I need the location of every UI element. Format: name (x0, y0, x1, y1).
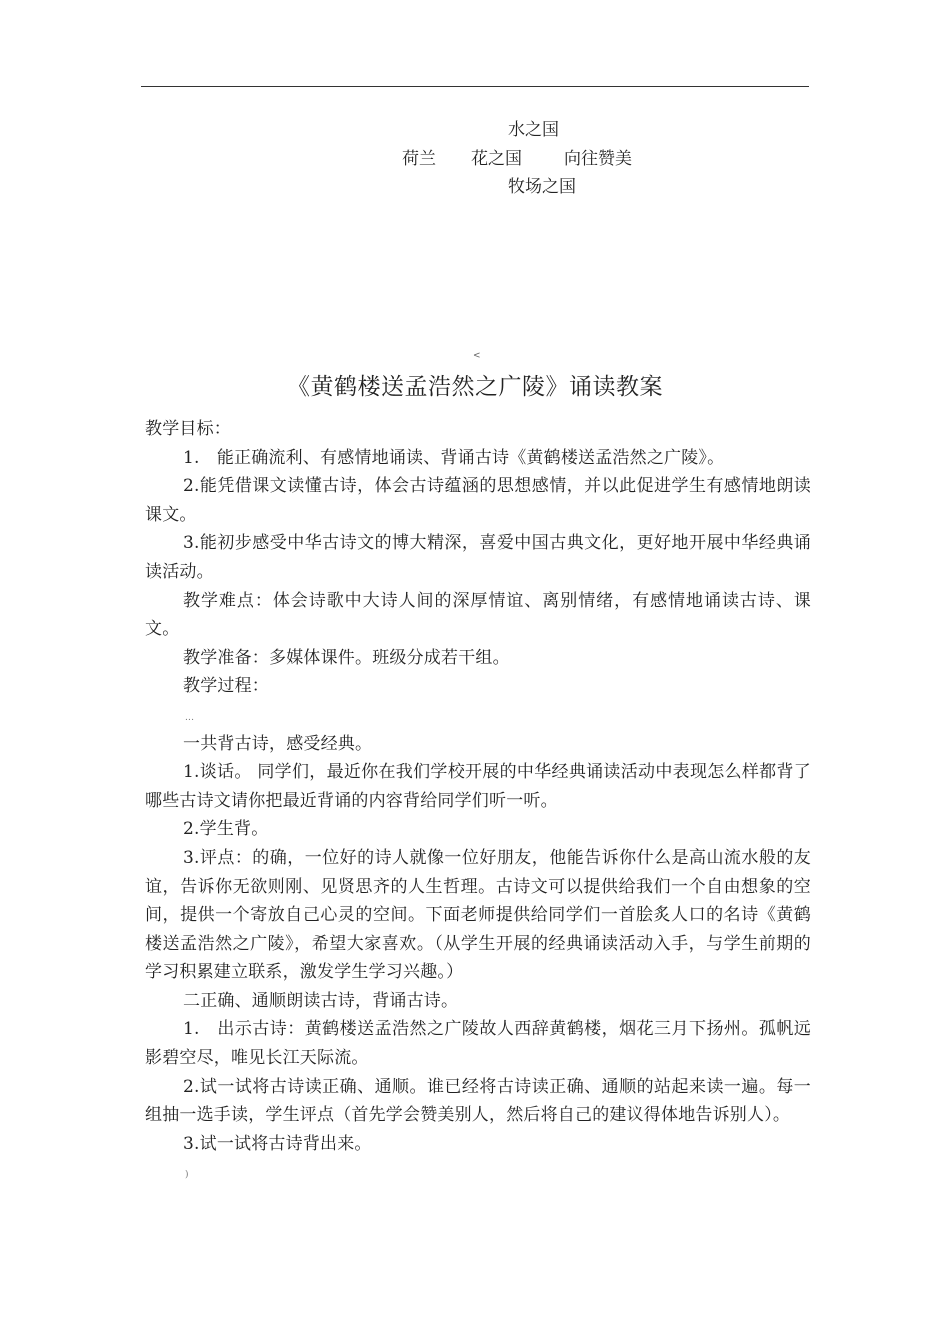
step-1-1: 1.谈话。 同学们，最近你在我们学校开展的中华经典诵读活动中表现怎么样都背了哪些古诗文请你把最近背诵的内容背给同学们听一听。 (145, 762, 811, 811)
process-heading: 教学过程： (183, 676, 269, 697)
mindmap-right-item: 向往赞美 (564, 149, 632, 169)
mindmap-middle-item: 花之国 (471, 149, 522, 169)
step-2-3: 3.试一试将古诗背出来。 (183, 1133, 372, 1154)
small-mark: < (473, 351, 481, 361)
step-2-2: 2.试一试将古诗读正确、通顺。谁已经将古诗读正确、通顺的站起来读一遍。每一组抽一选手读，学生评点（首先学会赞美别人，然后将自己的建议得体地告诉别人）。 (145, 1076, 811, 1126)
goals-heading: 教学目标： (145, 419, 231, 439)
step-1-2: 2.学生背。 (183, 819, 269, 840)
mindmap-top-item: 水之国 (508, 120, 559, 140)
difficulty: 教学难点：体会诗歌中大诗人间的深厚情谊、离别情绪，有感情地诵读古诗、课文。 (145, 590, 811, 640)
bottom-mark: ) (185, 1170, 189, 1181)
goal-2: 2.能凭借课文读懂古诗，体会古诗蕴涵的思想感情，并以此促进学生有感情地朗读课文。 (145, 476, 811, 525)
step-1-3: 3.评点：的确，一位好的诗人就像一位好朋友，他能告诉你什么是高山流水般的友谊，告诉你无欲则刚、见贤思齐的人生哲理。古诗文可以提供给我们一个自由想象的空间，提供一个寄放自己心灵的空间。下面老师提供给同学们一首脍炙人口的名诗《黄鹤楼送孟浩然之广陵》，希望大家喜欢。（从学生开展的经典诵读活动入手，与学生前期的学习积累建立联系，激发学生学习兴趣。） (145, 847, 811, 983)
goal-3: 3.能初步感受中华古诗文的博大精深，喜爱中国古典文化，更好地开展中华经典诵读活动。 (145, 533, 811, 582)
bottom-mark-line (145, 1158, 811, 1187)
goal-1: 1. 能正确流利、有感情地诵读、背诵古诗《黄鹤楼送孟浩然之广陵》。 (183, 447, 725, 468)
document-body (145, 415, 811, 1187)
section-2-heading: 二正确、通顺朗读古诗，背诵古诗。 (183, 990, 459, 1011)
ellipsis-mark: ... (185, 712, 195, 723)
mindmap-bottom-item: 牧场之国 (508, 177, 576, 197)
section-1-heading: 一共背古诗，感受经典。 (183, 733, 373, 754)
step-2-1: 1. 出示古诗：黄鹤楼送孟浩然之广陵故人西辞黄鹤楼，烟花三月下扬州。孤帆远影碧空尽，唯见长江天际流。 (145, 1019, 811, 1069)
mindmap-center: 荷兰 (402, 149, 436, 169)
document-title: 《黄鹤楼送孟浩然之广陵》诵读教案 (287, 374, 663, 400)
preparation: 教学准备：多媒体课件。班级分成若干组。 (183, 647, 510, 668)
header-rule (141, 86, 809, 87)
ellipsis-line (145, 701, 811, 730)
